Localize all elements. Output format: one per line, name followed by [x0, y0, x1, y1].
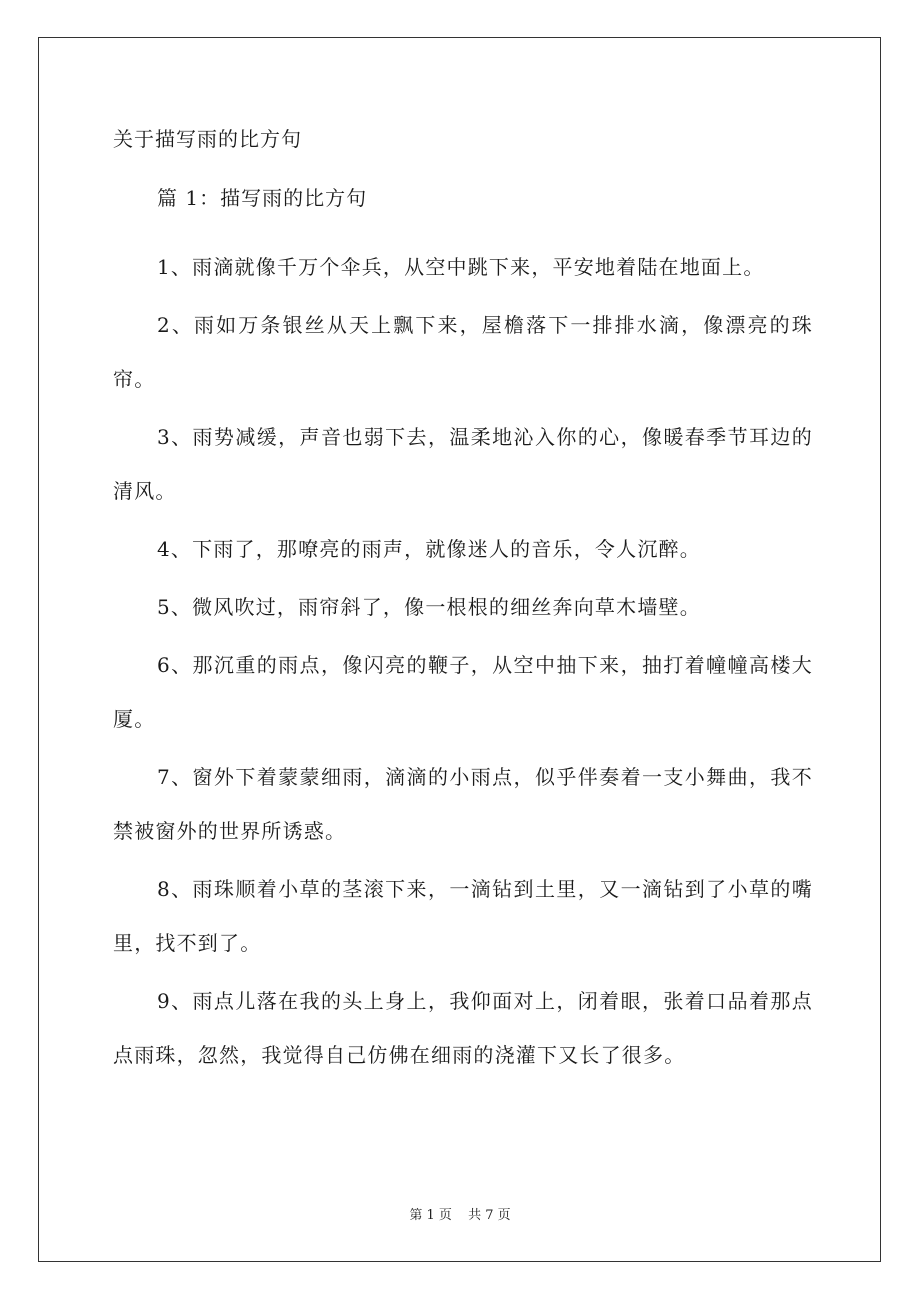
paragraph: 1、雨滴就像千万个伞兵，从空中跳下来，平安地着陆在地面上。 — [157, 255, 765, 279]
paragraph: 8、雨珠顺着小草的茎滚下来，一滴钻到土里，又一滴钻到了小草的嘴里，找不到了。 — [113, 877, 813, 955]
page-number: 第 1 页 — [409, 1208, 452, 1223]
paragraph: 9、雨点儿落在我的头上身上，我仰面对上，闭着眼，张着口品着那点点雨珠，忽然，我觉得自己仿佛在细雨的浇灌下又长了很多。 — [113, 989, 813, 1067]
paragraph: 5、微风吹过，雨帘斜了，像一根根的细丝奔向草木墙壁。 — [157, 595, 701, 619]
document-title: 关于描写雨的比方句 — [113, 127, 302, 151]
paragraph-list — [113, 240, 813, 1082]
page-footer — [0, 1206, 920, 1226]
section-heading: 篇 1：描写雨的比方句 — [157, 186, 368, 210]
paragraph: 3、雨势减缓，声音也弱下去，温柔地沁入你的心，像暖春季节耳边的清风。 — [113, 425, 813, 503]
paragraph: 4、下雨了，那嘹亮的雨声，就像迷人的音乐，令人沉醉。 — [157, 537, 701, 561]
paragraph: 6、那沉重的雨点，像闪亮的鞭子，从空中抽下来，抽打着幢幢高楼大厦。 — [113, 653, 813, 731]
paragraph: 2、雨如万条银丝从天上飘下来，屋檐落下一排排水滴，像漂亮的珠帘。 — [113, 313, 813, 391]
paragraph: 7、窗外下着蒙蒙细雨，滴滴的小雨点，似乎伴奏着一支小舞曲，我不禁被窗外的世界所诱惑。 — [113, 765, 813, 843]
document-body — [113, 122, 813, 1086]
page-total: 共 7 页 — [468, 1208, 511, 1223]
